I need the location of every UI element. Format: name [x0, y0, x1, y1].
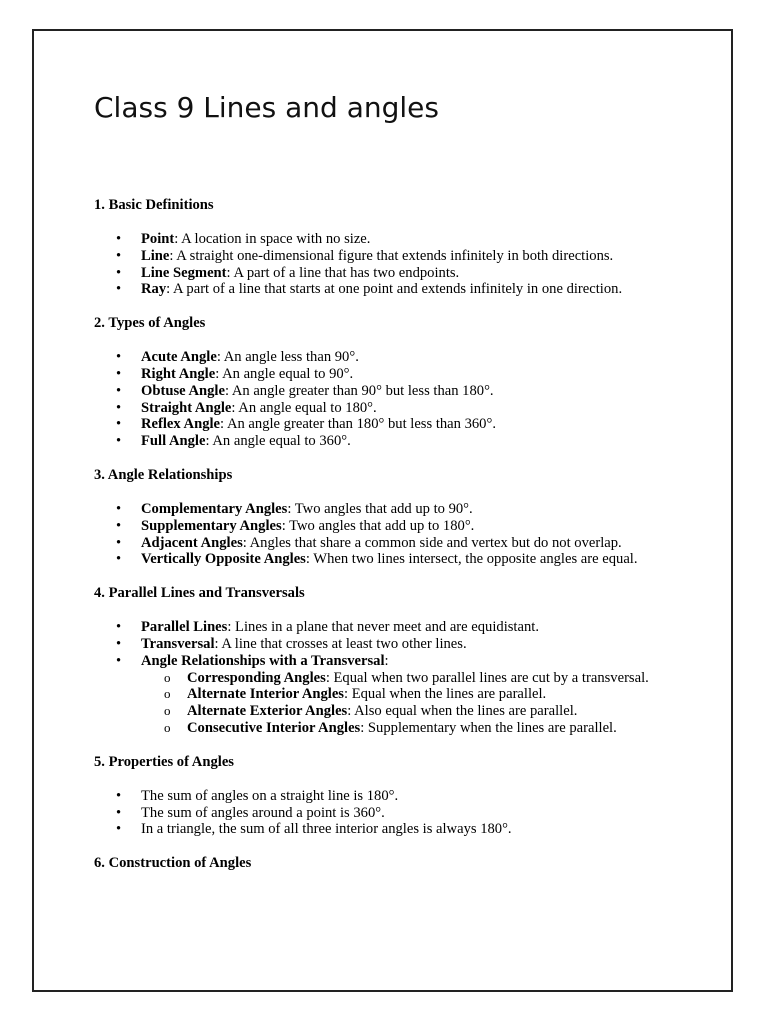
bullet-icon: •: [116, 787, 122, 804]
term: Consecutive Interior Angles: [187, 719, 361, 736]
circle-bullet-icon: o: [164, 686, 171, 702]
definitions-list: [94, 231, 714, 298]
parallel-lines-list: [94, 619, 714, 737]
property-text: In a triangle, the sum of all three interior angles is always 180°.: [141, 821, 512, 838]
list-item: [94, 281, 714, 298]
list-item: [94, 501, 714, 518]
definition: : Equal when the lines are parallel.: [344, 686, 547, 703]
section-heading: 5. Properties of Angles: [94, 753, 234, 770]
definition: : An angle greater than 180° but less than 360°.: [220, 416, 496, 433]
term: Line: [141, 247, 170, 264]
section-heading: 4. Parallel Lines and Transversals: [94, 585, 305, 602]
bullet-icon: •: [116, 635, 122, 652]
list-item: [94, 400, 714, 417]
section-heading: 6. Construction of Angles: [94, 855, 252, 872]
list-item: [94, 636, 714, 653]
definition: : A straight one-dimensional figure that extends infinitely in both directions.: [169, 247, 614, 264]
section-heading: 3. Angle Relationships: [94, 466, 233, 483]
bullet-icon: •: [116, 416, 122, 433]
definition: : An angle greater than 90° but less than 180°.: [224, 382, 494, 399]
term: Alternate Exterior Angles: [187, 703, 348, 720]
list-item: [94, 788, 714, 805]
definition: : When two lines intersect, the opposite angles are equal.: [305, 551, 638, 568]
sub-list-item: [94, 703, 714, 720]
bullet-icon: •: [116, 264, 122, 281]
definition: : Supplementary when the lines are parallel.: [360, 719, 617, 736]
bullet-icon: •: [116, 433, 122, 450]
list-item: [94, 805, 714, 822]
term: Complementary Angles: [141, 500, 288, 517]
section-heading: 2. Types of Angles: [94, 315, 206, 332]
bullet-icon: •: [116, 652, 122, 669]
bullet-icon: •: [116, 804, 122, 821]
term: Right Angle: [141, 365, 216, 382]
list-item: [94, 265, 714, 282]
definition: : An angle equal to 360°.: [205, 433, 351, 450]
term: Reflex Angle: [141, 416, 221, 433]
properties-list: [94, 788, 714, 838]
circle-bullet-icon: o: [164, 669, 171, 685]
term: Angle Relationships with a Transversal: [141, 652, 385, 669]
definition: : An angle equal to 180°.: [231, 399, 377, 416]
list-item: [94, 518, 714, 535]
bullet-icon: •: [116, 500, 122, 517]
definition: :: [384, 652, 389, 669]
term: Vertically Opposite Angles: [141, 551, 306, 568]
angle-types-list: [94, 349, 714, 450]
definition: : Two angles that add up to 180°.: [281, 517, 475, 534]
bullet-icon: •: [116, 551, 122, 568]
circle-bullet-icon: o: [164, 703, 171, 719]
section-heading: 1. Basic Definitions: [94, 197, 214, 213]
circle-bullet-icon: o: [164, 719, 171, 735]
list-item: [94, 383, 714, 400]
document-title: Class 9 Lines and angles: [94, 91, 439, 124]
list-item: [94, 619, 714, 636]
property-text: The sum of angles around a point is 360°.: [141, 804, 385, 821]
list-item: [94, 231, 714, 248]
definition: : An angle equal to 90°.: [215, 365, 354, 382]
bullet-icon: •: [116, 382, 122, 399]
list-item: [94, 551, 714, 568]
bullet-icon: •: [116, 349, 122, 366]
term: Point: [141, 231, 175, 247]
definition: : A line that crosses at least two other lines.: [214, 635, 467, 652]
term: Parallel Lines: [141, 619, 228, 636]
term: Ray: [141, 281, 167, 298]
bullet-icon: •: [116, 281, 122, 298]
definition: : A part of a line that starts at one point and extends infinitely in one direction.: [166, 281, 623, 298]
term: Line Segment: [141, 264, 227, 281]
document-body: [94, 197, 714, 872]
term: Straight Angle: [141, 399, 232, 416]
definition: : Angles that share a common side and vertex but do not overlap.: [242, 534, 622, 551]
sub-list-item: [94, 670, 714, 687]
list-item: [94, 349, 714, 366]
bullet-icon: •: [116, 534, 122, 551]
angle-relationships-list: [94, 501, 714, 568]
term: Obtuse Angle: [141, 382, 225, 399]
term: Full Angle: [141, 433, 206, 450]
property-text: The sum of angles on a straight line is 180°.: [141, 787, 399, 804]
term: Transversal: [141, 635, 215, 652]
list-item: [94, 248, 714, 265]
term: Acute Angle: [141, 349, 217, 366]
list-item: [94, 653, 714, 737]
definition: : A part of a line that has two endpoints.: [226, 264, 460, 281]
definition: : An angle less than 90°.: [216, 349, 359, 366]
list-item: [94, 535, 714, 552]
document-page: [32, 29, 733, 992]
bullet-icon: •: [116, 619, 122, 636]
term: Corresponding Angles: [187, 669, 326, 686]
bullet-icon: •: [116, 821, 122, 838]
definition: : A location in space with no size.: [174, 231, 371, 247]
bullet-icon: •: [116, 517, 122, 534]
sub-list-item: [94, 720, 714, 737]
list-item: [94, 433, 714, 450]
term: Adjacent Angles: [141, 534, 243, 551]
bullet-icon: •: [116, 231, 122, 247]
transversal-sublist: [141, 670, 714, 737]
term: Alternate Interior Angles: [187, 686, 344, 703]
list-item: [94, 821, 714, 838]
bullet-icon: •: [116, 247, 122, 264]
bullet-icon: •: [116, 365, 122, 382]
sub-list-item: [94, 686, 714, 703]
list-item: [94, 366, 714, 383]
term: Supplementary Angles: [141, 517, 282, 534]
bullet-icon: •: [116, 399, 122, 416]
definition: : Lines in a plane that never meet and are equidistant.: [227, 619, 539, 636]
definition: : Also equal when the lines are parallel.: [347, 703, 578, 720]
definition: : Two angles that add up to 90°.: [287, 500, 473, 517]
definition: : Equal when two parallel lines are cut by a transversal.: [325, 669, 649, 686]
list-item: [94, 416, 714, 433]
